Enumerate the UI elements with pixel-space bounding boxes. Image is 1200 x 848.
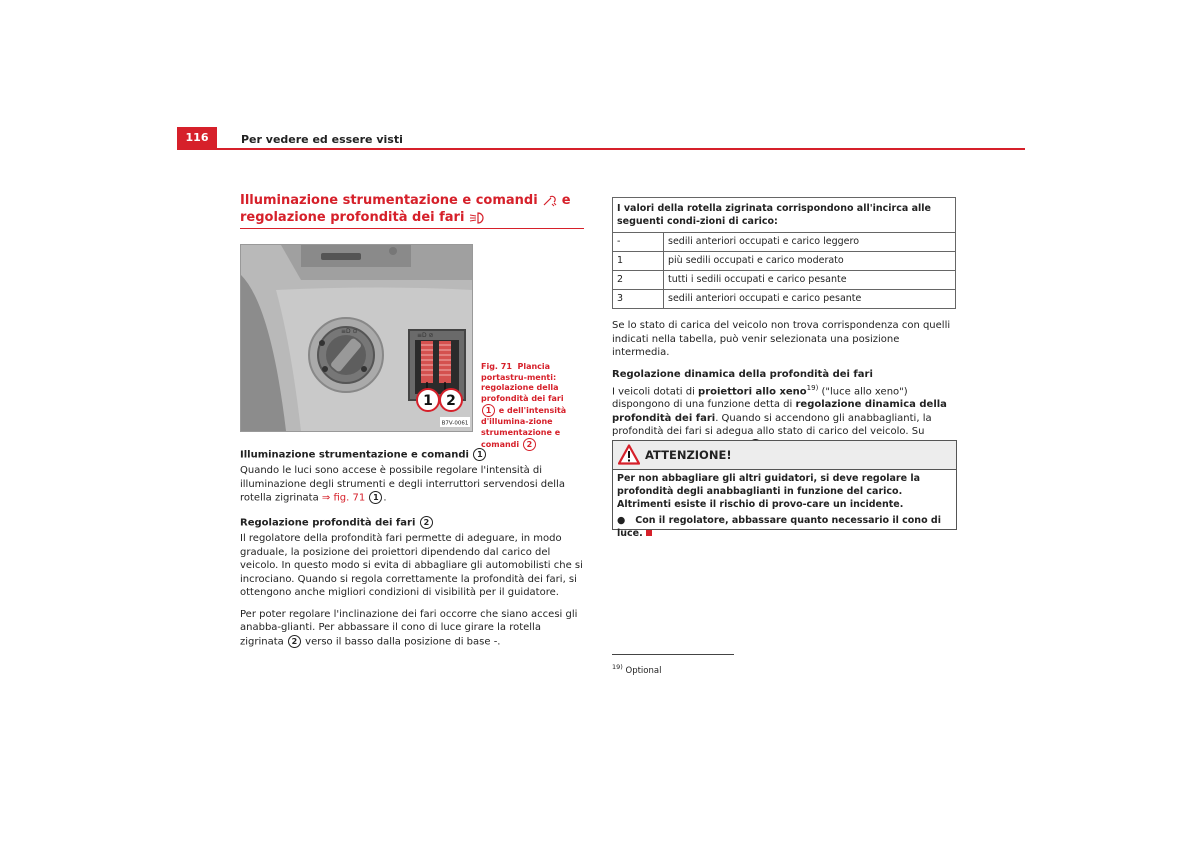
warning-box (612, 440, 957, 539)
caption-text: Plancia portastru-menti: regolazione della profondità dei fari (481, 362, 564, 403)
paragraph-adjust-text-b: verso il basso dalla posizione di base -. (305, 636, 501, 647)
warning-bullet-text: Con il regolatore, abbassare quanto necessario il cono di luce. (617, 515, 941, 539)
table-cell-value: sedili anteriori occupati e carico leggero (664, 233, 956, 252)
right-column (612, 319, 956, 453)
table-row (613, 271, 956, 290)
figure-link[interactable]: ⇒ fig. 71 (321, 492, 366, 504)
warning-title: ATTENZIONE! (645, 448, 732, 462)
table-cell-key: - (613, 233, 664, 252)
load-conditions-table (612, 197, 956, 309)
paragraph-adjust (240, 608, 585, 649)
warning-body (617, 472, 952, 540)
footnote-rule (612, 654, 734, 655)
caption-fig-number: Fig. 71 (481, 362, 512, 371)
section-title-part2: e regolazione profondità dei fari (240, 193, 571, 225)
table-header: I valori della rotella zigrinata corrispondono all'incirca alle seguenti condi-zioni di carico: (613, 198, 956, 233)
page-number: 116 (177, 127, 217, 149)
paragraph-headlight-range: Il regolatore della profondità fari permette di adeguare, in modo graduale, la posizione dei proiettori dipendendo dal carico del veicolo. In questo modo si evita di abbagliare gli automobilisti che si incrociano. Quando si regola correttamente la profondità dei fari, si ottengono anche migliori condizioni di visibilità per il guidatore. (240, 533, 583, 598)
subheading-illumination (240, 448, 585, 461)
dimmer-icon (542, 193, 562, 208)
dashboard-figure (240, 244, 473, 432)
caption-mid: e dell'intensità d'illumina-zione strumentazione e comandi (481, 406, 567, 449)
table-row (613, 233, 956, 252)
warning-triangle-icon (618, 444, 640, 469)
header-rule (177, 148, 1025, 150)
subheading-headlight-range-text: Regolazione profondità dei fari (240, 517, 416, 529)
subheading-headlight-range (240, 516, 585, 529)
table-cell-key: 1 (613, 252, 664, 271)
callout-2: 2 (446, 393, 456, 409)
paragraph-illumination: Quando le luci sono accese è possibile regolare l'intensità di illuminazione degli strumenti e degli interruttori servendosi della rotella zigrinata ⇒ fig. 71 1 . (240, 465, 565, 504)
footnote-ref: 19) (806, 383, 819, 392)
footnote-mark: 19) (612, 663, 623, 671)
headlight-range-icon (469, 210, 484, 225)
paragraph-illumination-text: Quando le luci sono accese è possibile regolare l'intensità di illuminazione degli strumenti e degli interruttori servendosi della rotella zigrinata (240, 465, 565, 504)
table-cell-key: 3 (613, 290, 664, 309)
warning-header (613, 441, 956, 470)
callout-1: 1 (423, 393, 433, 409)
ref-1: 1 (369, 491, 382, 504)
running-header: Per vedere ed essere visti (241, 133, 403, 146)
caption-ref-1: 1 (482, 404, 495, 417)
paragraph-dynamic-b: ("luce allo xeno") dispongono di una funzione detta di (612, 385, 908, 411)
ref-1: 1 (473, 448, 486, 461)
section-title (240, 192, 585, 226)
ref-2: 2 (288, 635, 301, 648)
table-cell-value: più sedili occupati e carico moderato (664, 252, 956, 271)
table-cell-value: tutti i sedili occupati e carico pesante (664, 271, 956, 290)
svg-text:≡D ⊘: ≡D ⊘ (417, 332, 434, 339)
warning-text: Per non abbagliare gli altri guidatori, si deve regolare la profondità degli anabbaglianti in funzione del carico. Altrimenti esiste il rischio di provo-care un incidente. (617, 473, 921, 510)
subheading-illumination-text: Illuminazione strumentazione e comandi (240, 449, 469, 461)
footnote (612, 663, 661, 676)
paragraph-dynamic-bold2: regolazione dinamica della profondità dei fari (612, 399, 947, 424)
svg-text:≡D ⊙: ≡D ⊙ (341, 328, 358, 335)
left-column (240, 448, 585, 649)
table-row (613, 252, 956, 271)
table-cell-key: 2 (613, 271, 664, 290)
ref-2: 2 (420, 516, 433, 529)
paragraph-intermediate: Se lo stato di carica del veicolo non trova corrispondenza con quelli indicati nella tabella, può venir selezionata una posizione intermedia. (612, 320, 951, 358)
figure-caption (481, 362, 581, 451)
paragraph-dynamic-c: . Quando si accendono gli anabbaglianti, la profondità dei fari si adegua allo stato di carico del veicolo. Su (612, 412, 932, 438)
caption-ref-2: 2 (523, 438, 536, 451)
paragraph-dynamic-bold1: proiettori allo xeno (698, 385, 807, 397)
end-marker-icon (646, 530, 652, 536)
footnote-text: Optional (625, 665, 662, 676)
paragraph-dynamic-a: I veicoli dotati di (612, 385, 695, 397)
table-row (613, 290, 956, 309)
figure-code: B7V-0061 (441, 420, 469, 427)
section-rule (240, 228, 584, 229)
warning-bullet (617, 514, 952, 540)
paragraph-adjust-text-a: Per poter regolare l'inclinazione dei fari occorre che siano accesi gli anabba-glianti. Per abbassare il cono di luce girare la rotella zigrinata (240, 608, 578, 647)
table-cell-value: sedili anteriori occupati e carico pesante (664, 290, 956, 309)
section-title-part1: Illuminazione strumentazione e comandi (240, 193, 538, 208)
bullet-dot-icon: ● (617, 515, 626, 526)
subheading-dynamic: Regolazione dinamica della profondità dei fari (612, 368, 873, 380)
